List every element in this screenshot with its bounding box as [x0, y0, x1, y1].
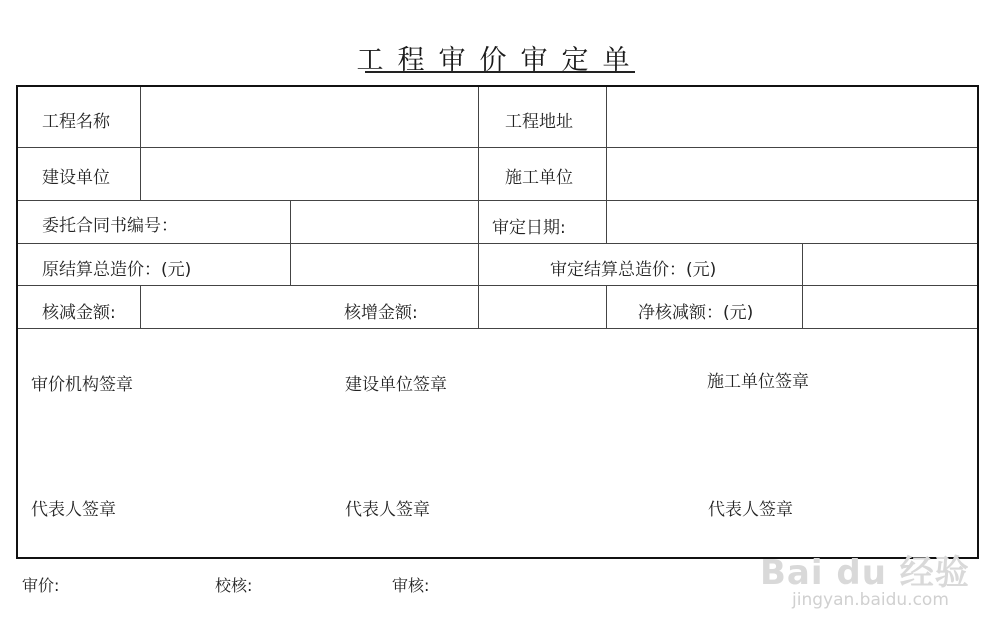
row-divider: [18, 200, 977, 201]
baidu-jingyan-watermark-url: jingyan.baidu.com: [792, 590, 949, 610]
col-divider: [606, 285, 607, 328]
baidu-jingyan-watermark-logo: Bai du 经验: [760, 553, 970, 593]
owner-unit-signature-label: 建设单位签章: [345, 375, 447, 395]
deduction-label: 核减金额:: [42, 303, 116, 323]
col-divider: [290, 200, 291, 285]
representative-signature-label: 代表人签章: [708, 500, 793, 520]
approval-date-label: 审定日期:: [492, 218, 566, 238]
col-divider: [478, 285, 479, 328]
col-divider: [606, 87, 607, 243]
row-divider: [18, 243, 977, 244]
audit-agency-signature-label: 审价机构签章: [31, 375, 133, 395]
owner-unit-label: 建设单位: [42, 168, 110, 188]
col-divider: [478, 243, 479, 285]
contract-number-label: 委托合同书编号：: [42, 216, 178, 236]
reviewer-label: 审核:: [392, 576, 430, 595]
row-divider: [18, 147, 977, 148]
original-total-label: 原结算总造价：(元): [42, 260, 192, 280]
document-title: 工程审价审定单: [356, 45, 644, 76]
representative-signature-label: 代表人签章: [31, 500, 116, 520]
title-underline: [365, 71, 635, 73]
col-divider: [140, 87, 141, 200]
col-divider: [478, 87, 479, 243]
auditor-label: 审价:: [22, 576, 60, 595]
approved-total-label: 审定结算总造价：(元): [550, 260, 717, 280]
checker-label: 校核:: [215, 576, 253, 595]
row-divider: [18, 328, 977, 329]
col-divider: [140, 285, 141, 328]
col-divider: [802, 243, 803, 328]
contractor-unit-label: 施工单位: [505, 168, 573, 188]
row-divider: [18, 285, 977, 286]
representative-signature-label: 代表人签章: [345, 500, 430, 520]
net-deduction-label: 净核减额：(元): [638, 303, 754, 323]
project-address-label: 工程地址: [505, 112, 573, 132]
project-name-label: 工程名称: [42, 112, 110, 132]
approval-form-table: [16, 85, 979, 559]
increase-label: 核增金额:: [344, 303, 418, 323]
contractor-unit-signature-label: 施工单位签章: [707, 372, 809, 392]
